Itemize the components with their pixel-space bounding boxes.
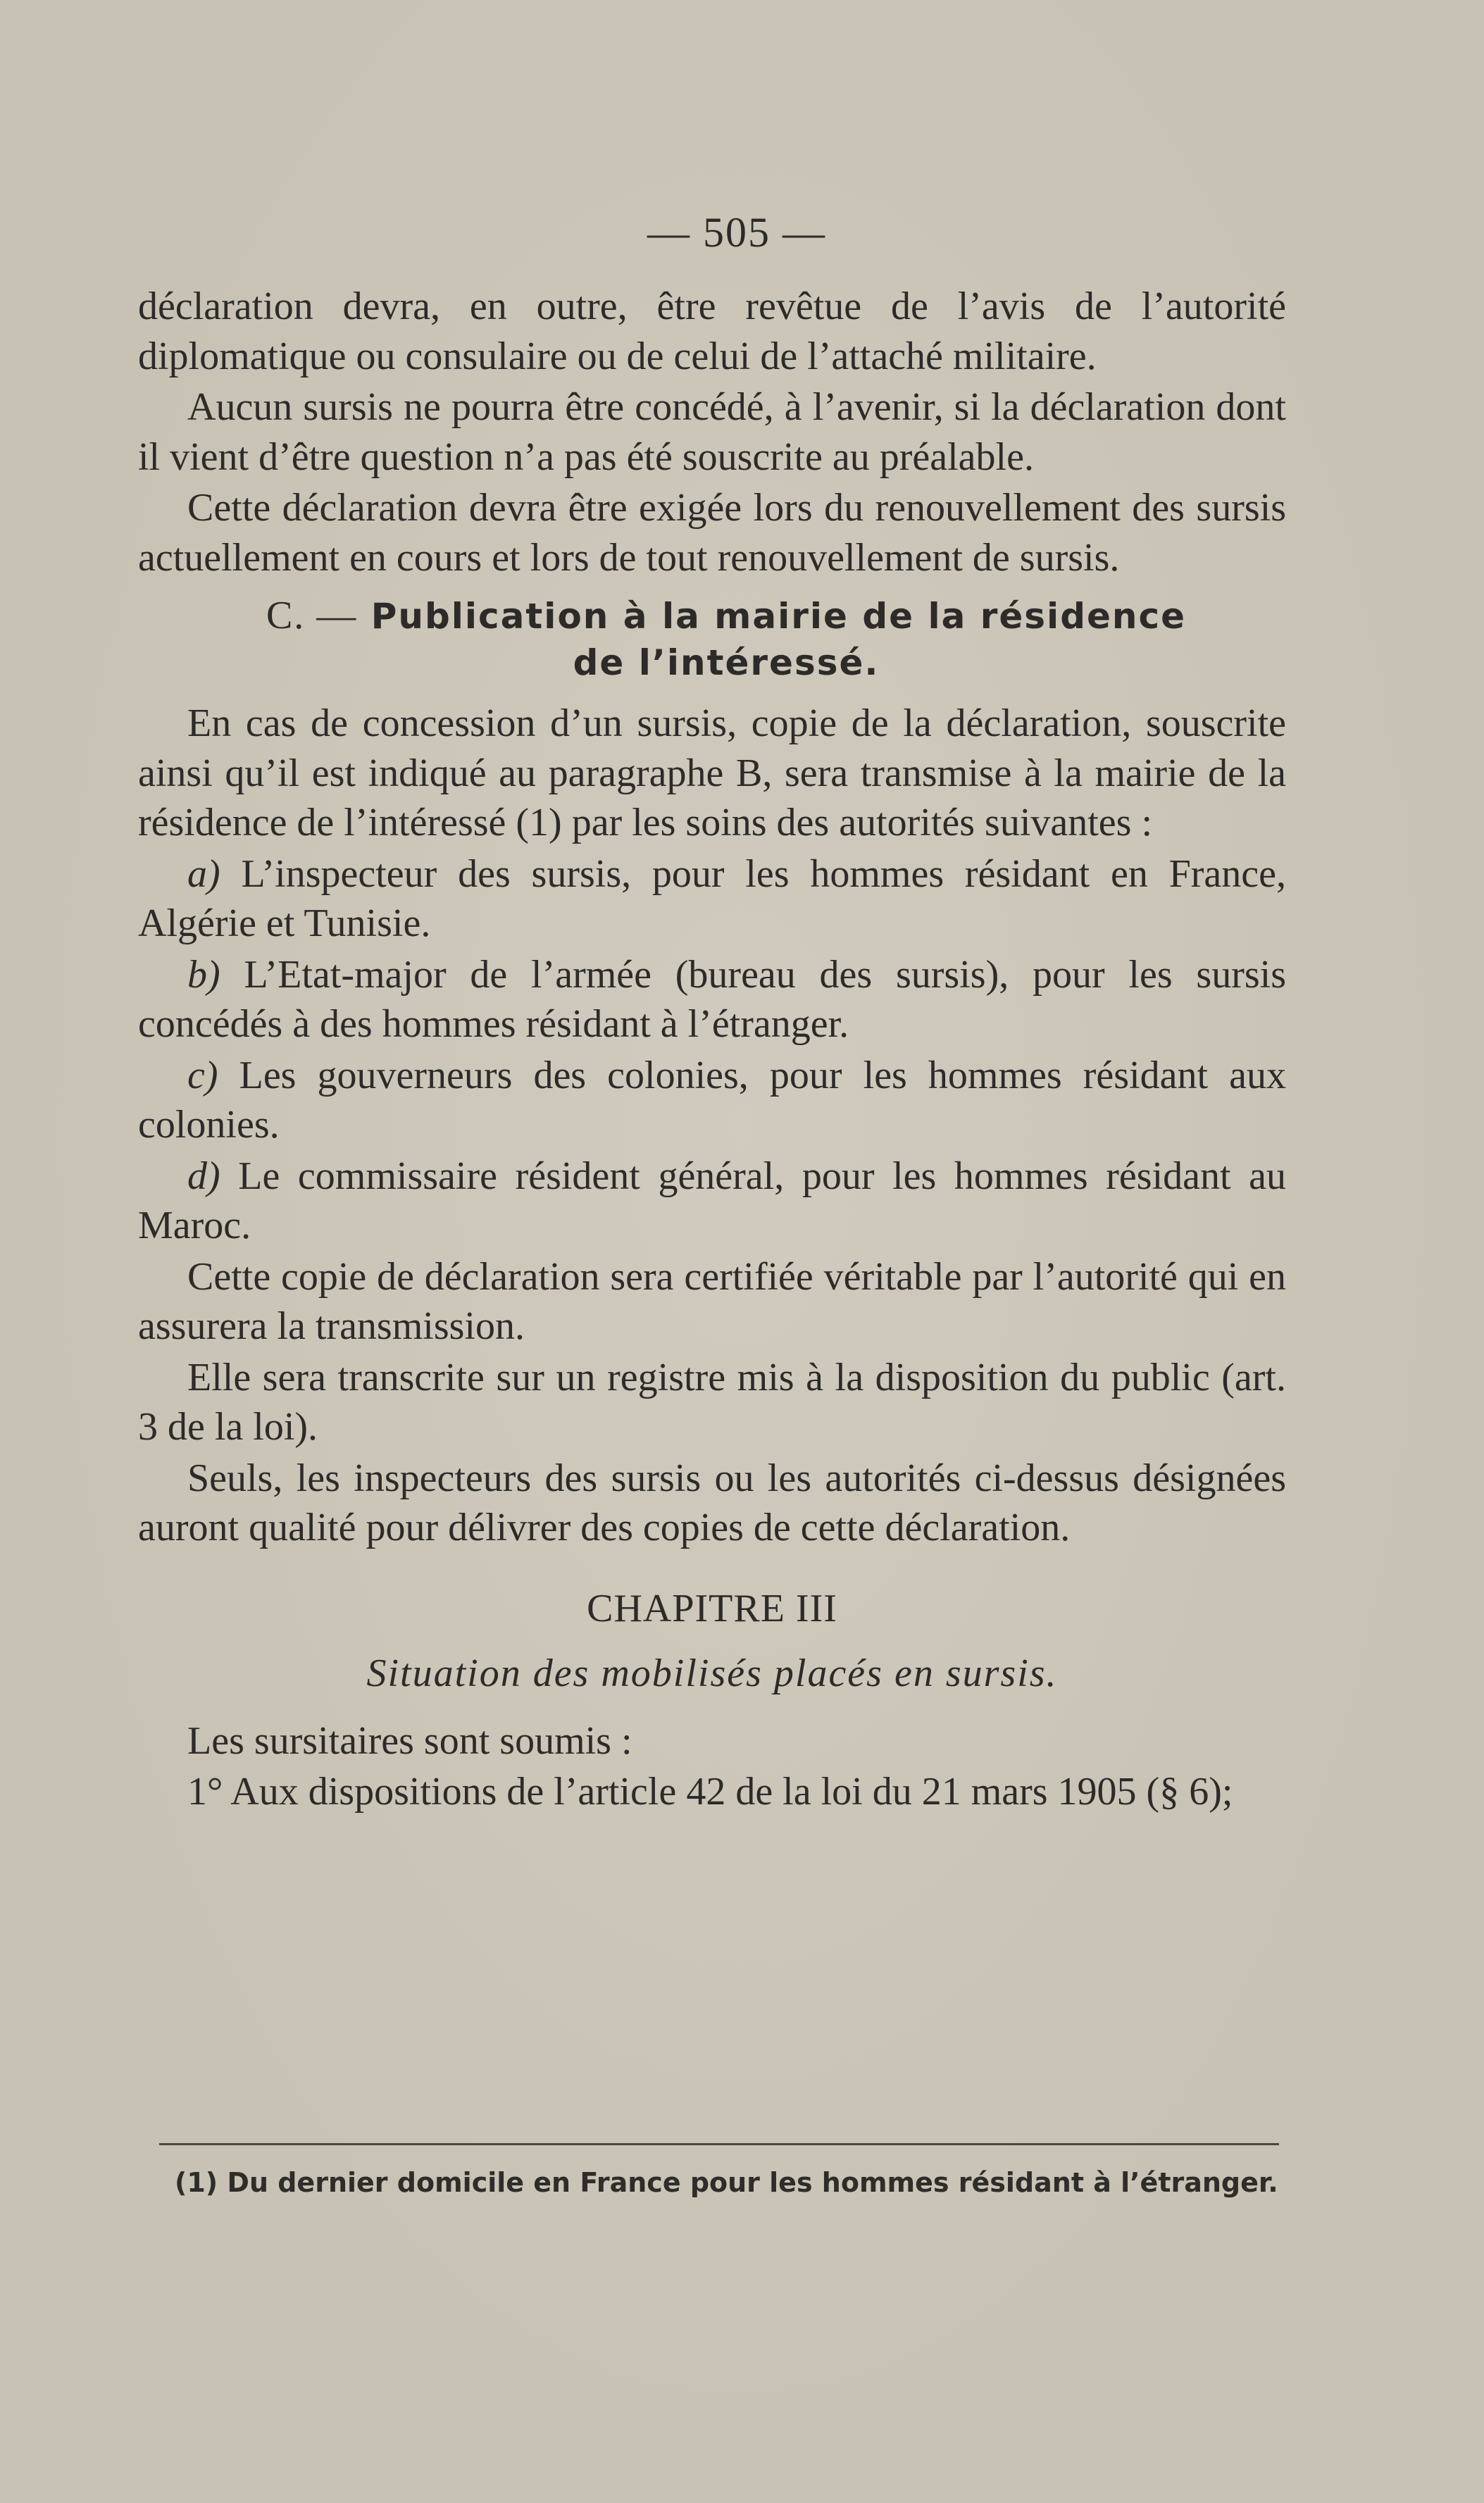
chapter-title: CHAPITRE III (587, 1586, 837, 1630)
page-number: — 505 — (647, 209, 826, 256)
section-c-title-line2: de l’intéressé. (573, 642, 880, 683)
footnote: (1) Du dernier domicile en France pour les hommes résidant à l’étranger. (175, 2167, 1278, 2198)
footnote-divider (159, 2143, 1279, 2145)
list-item-b (138, 950, 1286, 1049)
list-item-text: Les gouverneurs des colonies, pour les hommes résidant aux colonies. (138, 1053, 1287, 1147)
paragraph-concession: En cas de concession d’un sursis, copie de la déclaration, souscrite ainsi qu’il est indiqué au paragraphe B, sera transmise à la mairie de la résidence de l’intéressé (1) par les soins des autorités suivantes : (138, 701, 1286, 844)
list-item-text: Le commissaire résident général, pour les hommes résidant au Maroc. (138, 1154, 1286, 1247)
page-content (138, 211, 1286, 1817)
paragraph-register: Elle sera transcrite sur un registre mis à la disposition du public (art. 3 de la loi). (138, 1355, 1286, 1449)
list-item-letter: b) (187, 952, 220, 997)
chapter-subtitle: Situation des mobilisés placés en sursis. (366, 1651, 1058, 1695)
section-c-heading (138, 592, 1286, 686)
list-item-letter: c) (187, 1053, 218, 1097)
paragraph-inspectors: Seuls, les inspecteurs des sursis ou les autorités ci-dessus désignées auront qualité pour délivrer des copies de cette déclaration. (138, 1456, 1286, 1549)
section-c-marker: C. — (266, 594, 358, 637)
list-item-letter: d) (187, 1154, 220, 1198)
paragraph-renewal: Cette déclaration devra être exigée lors du renouvellement des sursis actuellement en cours et lors de tout renouvellement de sursis. (138, 486, 1286, 580)
list-item-c (138, 1051, 1286, 1150)
list-item-d (138, 1151, 1286, 1251)
list-item-a (138, 849, 1286, 949)
paragraph-sursitaires: Les sursitaires sont soumis : (187, 1718, 632, 1763)
list-item-letter: a) (187, 851, 220, 896)
list-item-text: L’Etat-major de l’armée (bureau des sursis), pour les sursis concédés à des hommes résidant à l’étranger. (138, 952, 1286, 1046)
section-c-title-line1: Publication à la mairie de la résidence (370, 596, 1187, 637)
paragraph-certified-copy: Cette copie de déclaration sera certifiée véritable par l’autorité qui en assurera la transmission. (138, 1254, 1286, 1348)
paragraph-article-42: 1° Aux dispositions de l’article 42 de la loi du 21 mars 1905 (§ 6); (187, 1770, 1233, 1814)
paragraph-declaration-end: déclaration devra, en outre, être revêtue de l’avis de l’autorité diplomatique ou consulaire ou de celui de l’attaché militaire. (138, 285, 1286, 378)
list-item-text: L’inspecteur des sursis, pour les hommes résidant en France, Algérie et Tunisie. (138, 851, 1286, 945)
paragraph-no-sursis: Aucun sursis ne pourra être concédé, à l’avenir, si la déclaration dont il vient d’être question n’a pas été souscrite au préalable. (138, 385, 1286, 479)
